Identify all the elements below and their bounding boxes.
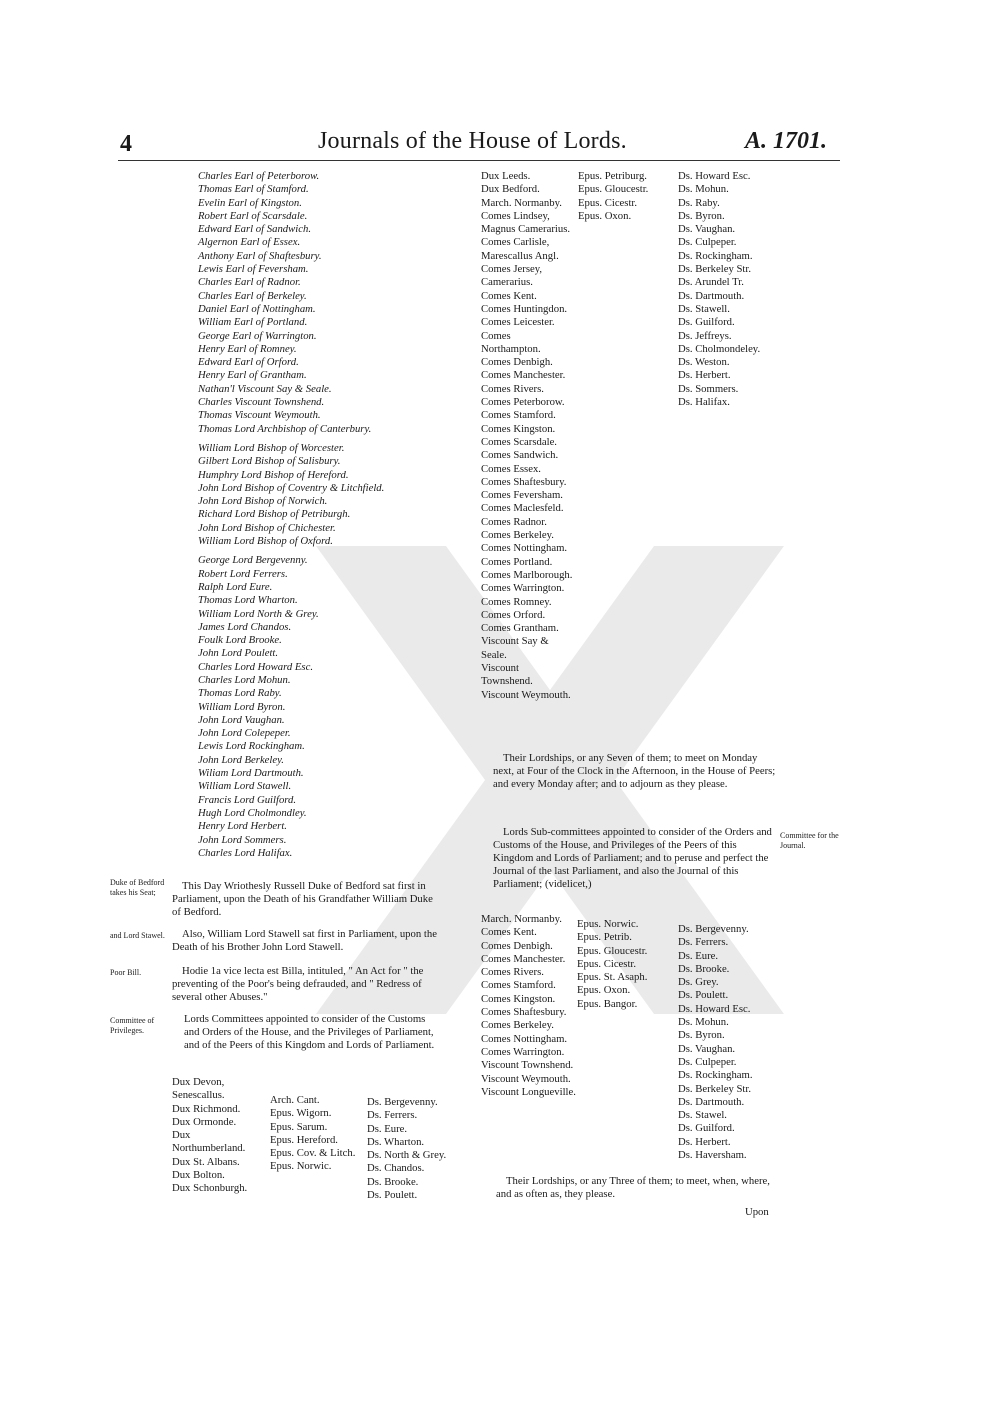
margin-note-stawel: and Lord Stawel. <box>110 931 165 940</box>
list-item: Epus. Norwic. <box>577 918 639 930</box>
list-item: Arch. Cant. <box>270 1094 320 1106</box>
list-item: Comes Stamford. <box>481 979 556 992</box>
list-item: Comes Rivers. <box>481 382 544 395</box>
list-item: Thomas Earl of Stamford. <box>198 183 309 196</box>
list-item: William Lord Stawell. <box>198 780 292 793</box>
list-item: Anthony Earl of Shaftesbury. <box>198 249 322 262</box>
list-item: Ds. Sommers. <box>678 382 739 395</box>
list-item: Comes Denbigh. <box>481 939 553 952</box>
list-item: Ds. Rockingham. <box>678 1069 753 1082</box>
list-item: March. Normanby. <box>481 196 562 209</box>
list-item: Ralph Lord Eure. <box>198 580 273 593</box>
list-item: Comes Shaftesbury. <box>481 1006 567 1019</box>
list-item: Ds. Grey. <box>678 976 719 989</box>
list-item: Charles Earl of Radnor. <box>198 276 301 289</box>
list-item: Hugh Lord Cholmondley. <box>198 806 307 819</box>
list-item: John Lord Berkeley. <box>198 753 284 766</box>
list-item: Epus. Sarum. <box>270 1120 328 1133</box>
list-item: John Lord Vaughan. <box>198 713 285 726</box>
paragraph-privileges: Lords Committees appointed to consider of the Customs and Orders of the House, and the Privileges of Parliament, and of the Peers of this Kingdom and Lords of Parliament. <box>184 1013 435 1051</box>
list-item: Comes Nottingham. <box>481 542 568 555</box>
list-item: Dux Ormonde. <box>172 1115 237 1128</box>
list-item: Ds. Eure. <box>678 949 719 962</box>
list-item: Comes Berkeley. <box>481 529 554 542</box>
list-item: Ds. Culpeper. <box>678 1055 737 1068</box>
committee-2-col-c <box>678 923 778 1162</box>
list-item: Charles Viscount Townshend. <box>198 396 325 409</box>
list-item: Epus. St. Asaph. <box>577 971 648 984</box>
list-item: Dux Northumberland. <box>172 1129 246 1155</box>
list-item: Comes Grantham. <box>481 622 559 635</box>
list-item: Humphry Lord Bishop of Hereford. <box>198 468 349 481</box>
list-item: Ds. Raby. <box>678 196 720 209</box>
list-item: Comes Carlisle, Marescallus Angl. <box>481 236 559 262</box>
list-item: William Lord Byron. <box>198 700 286 713</box>
list-item: Epus. Cicestr. <box>577 957 637 970</box>
list-item: Ds. Guilford. <box>678 1122 735 1135</box>
list-item: Viscount Townshend. <box>481 661 533 688</box>
list-item: Evelin Earl of Kingston. <box>198 196 302 209</box>
list-item: Comes Warrington. <box>481 582 565 595</box>
list-item: Robert Earl of Scarsdale. <box>198 209 308 222</box>
list-item: Henry Lord Herbert. <box>198 820 287 833</box>
list-item: Ds. Dartmouth. <box>678 1095 745 1108</box>
page-year: A. 1701. <box>745 128 828 154</box>
list-item: John Lord Bishop of Coventry & Litchfield. <box>198 481 385 494</box>
list-item: Francis Lord Guilford. <box>198 793 297 806</box>
list-item: William Lord Bishop of Oxford. <box>198 535 333 548</box>
paragraph-bedford: This Day Wriothesly Russell Duke of Bedford sat first in Parliament, upon the Death of his Grandfather William Duke of Bedford. <box>172 880 433 918</box>
list-item: Comes Rivers. <box>481 966 544 979</box>
list-item: Comes Portland. <box>481 555 553 568</box>
list-item: Edward Earl of Sandwich. <box>198 223 312 236</box>
paragraph-stawell: Also, William Lord Stawell sat first in Parliament, upon the Death of his Brother John Lord Stawell. <box>172 928 437 953</box>
list-item: Ds. Haversham. <box>678 1149 747 1162</box>
list-item: Comes Berkeley. <box>481 1019 554 1032</box>
list-item: Viscount Longueville. <box>481 1085 576 1098</box>
list-item: Epus. Cicestr. <box>578 196 638 209</box>
list-item: Epus. Oxon. <box>578 209 632 222</box>
list-item: Ds. Culpeper. <box>678 236 737 249</box>
list-item: Ds. Byron. <box>678 209 725 222</box>
margin-note-privileges: Committee of Privileges. <box>110 1016 155 1035</box>
list-item: Algernon Earl of Essex. <box>198 236 301 249</box>
list-item: Ds. Herbert. <box>678 369 731 382</box>
list-item: Comes Huntingdon. <box>481 302 568 315</box>
list-item: John Lord Bishop of Norwich. <box>198 495 328 508</box>
list-item: Henry Earl of Grantham. <box>198 369 307 382</box>
list-item: Ds. Howard Esc. <box>678 170 751 182</box>
list-item: Epus. Petriburg. <box>578 170 647 182</box>
list-item: Charles Lord Mohun. <box>198 673 291 686</box>
list-item: Nathan'l Viscount Say & Seale. <box>198 382 332 395</box>
list-item: Ds. Berkeley Str. <box>678 263 752 276</box>
list-item: Ds. Halifax. <box>678 396 730 409</box>
list-item: Charles Earl of Berkeley. <box>198 289 307 302</box>
list-item: Epus. Gloucestr. <box>578 183 649 196</box>
list-item: March. Normanby. <box>481 913 562 925</box>
list-item: Ds. Vaughan. <box>678 223 736 236</box>
committee-1-cont-col-c <box>678 170 778 409</box>
list-item: Ds. Byron. <box>678 1029 725 1042</box>
list-item: Ds. Dartmouth. <box>678 289 745 302</box>
list-item: Ds. Brooke. <box>678 962 730 975</box>
list-item: Ds. Howard Esc. <box>678 1002 751 1015</box>
list-item: Comes Nottingham. <box>481 1032 568 1045</box>
list-item: Comes Manchester. <box>481 952 566 965</box>
list-item: Ds. Guilford. <box>678 316 735 329</box>
list-item: Ds. Brooke. <box>367 1175 419 1188</box>
list-item: Dux Bedford. <box>481 183 540 196</box>
catchword: Upon <box>745 1206 769 1218</box>
list-item: Ds. Bergevenny. <box>367 1096 438 1108</box>
paragraph-first-meeting: Their Lordships, or any Seven of them; to meet on Monday next, at Four of the Clock in the Afternoon, in the House of Peers; and every Monday after; and to adjourn as they please. <box>493 752 776 790</box>
list-item: Thomas Lord Wharton. <box>198 594 298 607</box>
list-item: Charles Lord Halifax. <box>198 846 293 859</box>
committee-2-col-a <box>481 913 577 1099</box>
list-item: Thomas Viscount Weymouth. <box>198 409 321 422</box>
committee-1-barons <box>367 1096 457 1202</box>
list-item: Wiliam Lord Dartmouth. <box>198 767 304 780</box>
list-item: Ds. Stawell. <box>678 302 730 315</box>
list-item: Comes Northampton. <box>481 329 541 355</box>
list-item: Comes Peterborow. <box>481 396 565 409</box>
list-item: Thomas Lord Raby. <box>198 687 282 700</box>
list-item: Comes Essex. <box>481 462 541 475</box>
list-item: Ds. Ferrers. <box>367 1109 418 1122</box>
list-item: Viscount Say & Seale. <box>481 635 549 661</box>
list-item: Ds. North & Grey. <box>367 1149 447 1162</box>
list-item: Lewis Earl of Feversham. <box>198 263 309 276</box>
list-item: John Lord Poulett. <box>198 647 279 660</box>
list-item: William Lord North & Grey. <box>198 607 319 620</box>
list-item: Comes Sandwich. <box>481 449 559 462</box>
list-item: Charles Lord Howard Esc. <box>198 660 313 673</box>
list-item: Comes Shaftesbury. <box>481 475 567 488</box>
committee-1-dukes <box>172 1076 262 1196</box>
list-item: Richard Lord Bishop of Petriburgh. <box>198 508 351 521</box>
list-item: Epus. Oxon. <box>577 984 631 997</box>
list-item: James Lord Chandos. <box>198 620 292 633</box>
list-item: Epus. Hereford. <box>270 1133 338 1146</box>
list-item: Comes Kingston. <box>481 422 556 435</box>
list-item: Ds. Herbert. <box>678 1135 731 1148</box>
list-item: Dux Richmond. <box>172 1102 241 1115</box>
list-item: Gilbert Lord Bishop of Salisbury. <box>198 455 341 468</box>
list-item: Comes Warrington. <box>481 1045 565 1058</box>
list-item: Dux Leeds. <box>481 170 531 182</box>
list-item: Foulk Lord Brooke. <box>198 634 282 647</box>
list-item: Comes Leicester. <box>481 316 555 329</box>
list-item: Ds. Stawel. <box>678 1109 727 1122</box>
list-item: Comes Denbigh. <box>481 356 553 369</box>
list-item: Ds. Weston. <box>678 356 730 369</box>
list-item: Epus. Norwic. <box>270 1160 332 1173</box>
list-item: Lewis Lord Rockingham. <box>198 740 305 753</box>
list-item: Ds. Cholmondeley. <box>678 342 761 355</box>
list-item: Comes Stamford. <box>481 409 556 422</box>
list-item: Comes Orford. <box>481 608 546 621</box>
list-item: Viscount Weymouth. <box>481 1072 571 1085</box>
list-item: Ds. Rockingham. <box>678 249 753 262</box>
list-item: Epus. Gloucestr. <box>577 944 648 957</box>
list-item: Ds. Vaughan. <box>678 1042 736 1055</box>
list-item: Ds. Berkeley Str. <box>678 1082 752 1095</box>
list-item: William Lord Bishop of Worcester. <box>198 441 345 454</box>
list-item: Viscount Weymouth. <box>481 688 571 701</box>
list-item: Dux Devon, Senescallus. <box>172 1076 225 1102</box>
list-item: Ds. Poulett. <box>367 1189 418 1202</box>
page-title: Journals of the House of Lords. <box>318 128 627 154</box>
list-item: Comes Maclesfeld. <box>481 502 564 515</box>
margin-note-bedford: Duke of Bedford takes his Seat; <box>110 878 165 897</box>
list-item: Comes Feversham. <box>481 489 563 502</box>
list-item: Viscount Townshend. <box>481 1059 574 1072</box>
list-item: Ds. Poulett. <box>678 989 729 1002</box>
list-item: Dux Schonburgh. <box>172 1182 248 1195</box>
list-item: Ds. Arundel Tr. <box>678 276 744 289</box>
list-item: Epus. Cov. & Litch. <box>270 1147 356 1160</box>
list-item: Ds. Mohun. <box>678 1016 729 1029</box>
list-item: William Earl of Portland. <box>198 316 308 329</box>
list-item: Ds. Chandos. <box>367 1162 425 1175</box>
list-item: Epus. Petrib. <box>577 931 632 944</box>
list-item: Edward Earl of Orford. <box>198 356 299 369</box>
list-item: Robert Lord Ferrers. <box>198 567 288 580</box>
left-attendance-list <box>198 170 384 860</box>
list-item: Daniel Earl of Nottingham. <box>198 302 316 315</box>
margin-note-journal: Committee for the Journal. <box>780 831 839 850</box>
list-item: Ds. Mohun. <box>678 183 729 196</box>
list-item: Comes Marlborough. <box>481 568 573 581</box>
list-item: Dux St. Albans. <box>172 1155 240 1168</box>
list-item: Epus. Bangor. <box>577 997 638 1010</box>
header-rule <box>118 160 840 161</box>
paragraph-poor-bill: Hodie 1a vice lecta est Billa, intituled, " An Act for " the preventing of the Poor's being defrauded, and " Redress of several other Abuses." <box>172 965 424 1003</box>
list-item: Henry Earl of Romney. <box>198 342 297 355</box>
list-item: Comes Scarsdale. <box>481 435 557 448</box>
list-item: George Earl of Warrington. <box>198 329 317 342</box>
list-item: Epus. Wigorn. <box>270 1107 332 1120</box>
margin-note-poor-bill: Poor Bill. <box>110 968 142 977</box>
committee-1-cont-col-b <box>578 170 668 223</box>
list-item: Comes Romney. <box>481 595 552 608</box>
list-item: Comes Jersey, Camerarius. <box>481 263 543 289</box>
list-item: Comes Kent. <box>481 926 537 939</box>
list-item: Comes Radnor. <box>481 515 547 528</box>
committee-1-cont-col-a <box>481 170 573 702</box>
paragraph-second-meeting: Their Lordships, or any Three of them; to meet, when, where, and as often as, they please. <box>496 1175 770 1200</box>
list-item: Ds. Ferrers. <box>678 936 729 949</box>
paragraph-journal: Lords Sub-committees appointed to consider of the Orders and Customs of the House, and Privileges of the Peers of this Kingdom and Lords of Parliament; and to peruse and perfect the Journal of the last Parliament, and also the Journal of this Parliament; (videlicet,) <box>493 826 772 890</box>
list-item: Comes Kingston. <box>481 992 556 1005</box>
list-item: Comes Lindsey, Magnus Camerarius. <box>481 209 571 236</box>
list-item: Ds. Wharton. <box>367 1135 425 1148</box>
list-item: Ds. Jeffreys. <box>678 329 732 342</box>
list-item: Ds. Bergevenny. <box>678 923 749 935</box>
page-number: 4 <box>120 131 132 157</box>
list-item: John Lord Bishop of Chichester. <box>198 521 336 534</box>
list-item: George Lord Bergevenny. <box>198 554 308 567</box>
list-item: Charles Earl of Peterborow. <box>198 170 320 182</box>
list-item: Comes Manchester. <box>481 369 566 382</box>
list-item: Thomas Lord Archbishop of Canterbury. <box>198 422 372 435</box>
committee-1-bishops <box>270 1094 358 1174</box>
list-item: John Lord Colepeper. <box>198 727 291 740</box>
list-item: Comes Kent. <box>481 289 537 302</box>
list-item: Ds. Eure. <box>367 1122 408 1135</box>
list-item: John Lord Sommers. <box>198 833 287 846</box>
committee-2-col-b <box>577 918 669 1011</box>
list-item: Dux Bolton. <box>172 1169 225 1182</box>
